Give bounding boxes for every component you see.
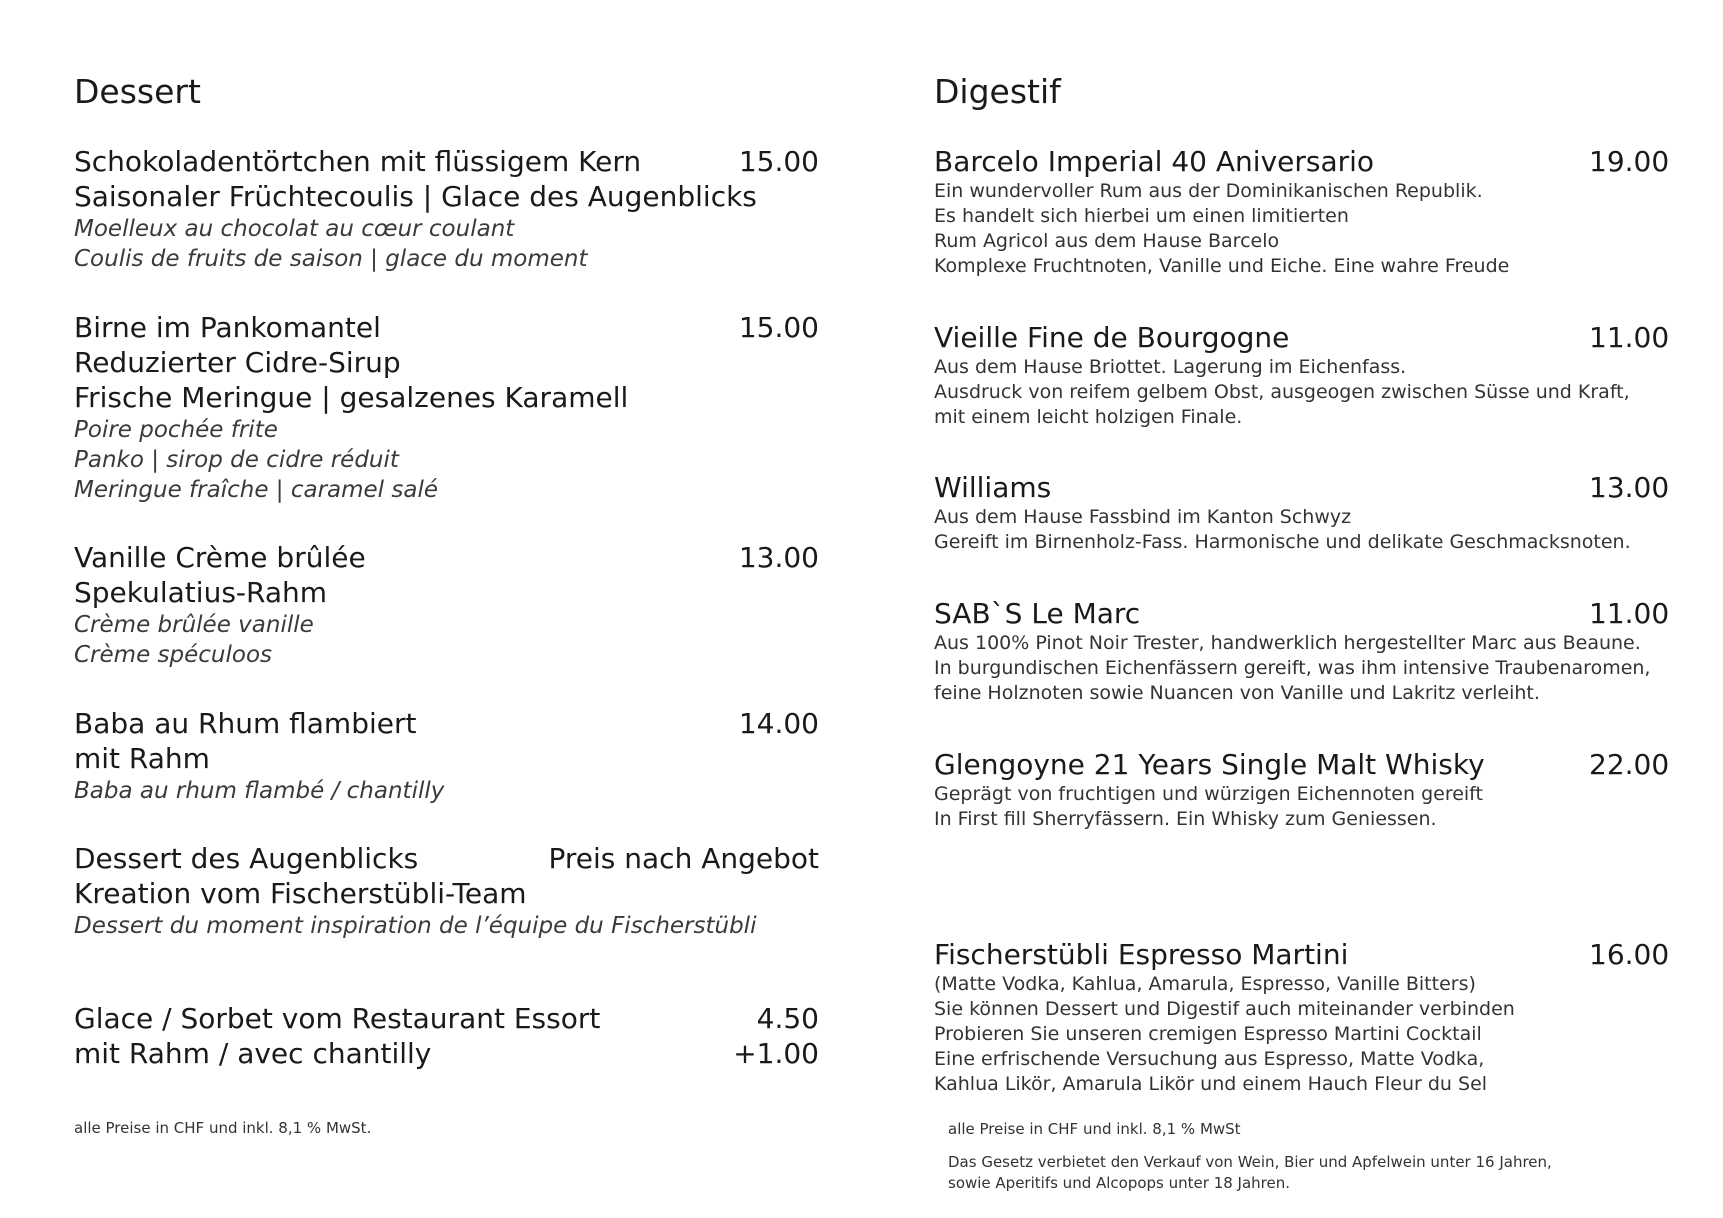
item-description-line: feine Holznoten sowie Nuancen von Vanille und Lakritz verleiht. (934, 682, 1540, 704)
item-french-line: Poire pochée frite (74, 417, 278, 443)
item-description-line: Komplexe Fruchtnoten, Vanille und Eiche. Eine wahre Freude (934, 255, 1510, 277)
legal-notice-line: sowie Aperitifs und Alcopops unter 18 Jahren. (948, 1174, 1291, 1192)
item-name-line: Spekulatius-Rahm (74, 576, 328, 609)
item-description-line: Gereift im Birnenholz-Fass. Harmonische und delikate Geschmacksnoten. (934, 531, 1631, 553)
dessert-footnote: alle Preise in CHF und inkl. 8,1 % MwSt. (74, 1119, 372, 1137)
item-name: Vieille Fine de Bourgogne (934, 321, 1290, 354)
item-name: SAB`S Le Marc (934, 597, 1141, 630)
dessert-heading: Dessert (74, 72, 201, 111)
digestif-item-espresso-martini (934, 937, 1714, 1097)
item-description-line: Rum Agricol aus dem Hause Barcelo (934, 230, 1280, 252)
dessert-item-birne (74, 310, 819, 505)
item-french-line: Moelleux au chocolat au cœur coulant (74, 216, 515, 242)
item-name: Fischerstübli Espresso Martini (934, 938, 1349, 971)
item-description-line: Eine erfrischende Versuchung aus Espresso, Matte Vodka, (934, 1048, 1485, 1070)
item-name-line: Vanille Crème brûlée (74, 541, 366, 574)
digestif-heading: Digestif (934, 72, 1061, 111)
item-name-line: Saisonaler Früchtecoulis | Glace des Augenblicks (74, 180, 757, 213)
item-french-line: Meringue fraîche | caramel salé (74, 477, 439, 503)
digestif-item-williams (934, 470, 1714, 555)
item-french-line: Crème spéculoos (74, 642, 273, 668)
item-name: Barcelo Imperial 40 Aniversario (934, 145, 1375, 178)
dessert-item-schokoladentoertchen (74, 144, 819, 274)
digestif-footnote: alle Preise in CHF und inkl. 8,1 % MwSt (948, 1120, 1241, 1138)
item-name-line: Dessert des Augenblicks (74, 842, 419, 875)
item-description-line: Ausdruck von reifem gelbem Obst, ausgeogen zwischen Süsse und Kraft, (934, 381, 1630, 403)
item-description-line: Probieren Sie unseren cremigen Espresso Martini Cocktail (934, 1023, 1482, 1045)
item-price: 4.50 (756, 1002, 819, 1035)
item-name-line: Kreation vom Fischerstübli-Team (74, 877, 527, 910)
item-name-line: mit Rahm (74, 742, 210, 775)
dessert-item-glace-sorbet (74, 1001, 819, 1071)
dessert-item-creme-brulee (74, 540, 819, 670)
item-name-line: Reduzierter Cidre-Sirup (74, 346, 401, 379)
item-description-line: In First fill Sherryfässern. Ein Whisky zum Geniessen. (934, 808, 1437, 830)
item-price: 14.00 (738, 707, 819, 740)
dessert-item-dessert-des-augenblicks (74, 841, 819, 941)
item-description-line: Es handelt sich hierbei um einen limitierten (934, 205, 1349, 227)
item-price: 15.00 (738, 311, 819, 344)
item-name-line: Birne im Pankomantel (74, 311, 381, 344)
digestif-item-sabs-le-marc (934, 596, 1714, 706)
item-description-line: Aus dem Hause Briottet. Lagerung im Eichenfass. (934, 356, 1407, 378)
item-price: 13.00 (738, 541, 819, 574)
item-price: 11.00 (1589, 597, 1670, 630)
item-description-line: Kahlua Likör, Amarula Likör und einem Hauch Fleur du Sel (934, 1073, 1488, 1095)
item-price: 11.00 (1589, 321, 1670, 354)
item-description-line: Ein wundervoller Rum aus der Dominikanischen Republik. (934, 180, 1483, 202)
item-french-line: Panko | sirop de cidre réduit (74, 447, 399, 473)
legal-notice-line: Das Gesetz verbietet den Verkauf von Wein, Bier und Apfelwein unter 16 Jahren, (948, 1153, 1552, 1171)
item-description-line: (Matte Vodka, Kahlua, Amarula, Espresso, Vanille Bitters) (934, 973, 1476, 995)
item-description-line: Geprägt von fruchtigen und würzigen Eichennoten gereift (934, 783, 1483, 805)
item-description-line: Aus 100% Pinot Noir Trester, handwerklich hergestellter Marc aus Beaune. (934, 632, 1641, 654)
digestif-item-vieille-fine (934, 320, 1714, 430)
item-french-line: Coulis de fruits de saison | glace du moment (74, 246, 588, 272)
item-price: 19.00 (1589, 145, 1670, 178)
digestif-item-barcelo (934, 144, 1670, 279)
item-name-line: Frische Meringue | gesalzenes Karamell (74, 381, 629, 414)
item-price: 15.00 (738, 145, 819, 178)
item-price: Preis nach Angebot (548, 842, 819, 875)
item-name-line: Baba au Rhum flambiert (74, 707, 417, 740)
dessert-item-baba-au-rhum (74, 706, 819, 806)
digestif-item-glengoyne (934, 747, 1714, 832)
item-description-line: In burgundischen Eichenfässern gereift, was ihm intensive Traubenaromen, (934, 657, 1651, 679)
item-french-line: Crème brûlée vanille (74, 612, 314, 638)
item-description-line: Aus dem Hause Fassbind im Kanton Schwyz (934, 506, 1352, 528)
item-name-line: mit Rahm / avec chantilly (74, 1037, 432, 1070)
item-price-surcharge: +1.00 (733, 1037, 819, 1070)
item-price: 22.00 (1589, 748, 1670, 781)
item-name: Glengoyne 21 Years Single Malt Whisky (934, 748, 1485, 781)
item-description-line: mit einem leicht holzigen Finale. (934, 406, 1243, 428)
item-french-line: Dessert du moment inspiration de l’équipe du Fischerstübli (74, 913, 757, 939)
item-price: 16.00 (1589, 938, 1670, 971)
item-description-line: Sie können Dessert und Digestif auch miteinander verbinden (934, 998, 1515, 1020)
item-name-line: Schokoladentörtchen mit flüssigem Kern (74, 145, 642, 178)
item-price: 13.00 (1589, 471, 1670, 504)
item-french-line: Baba au rhum flambé / chantilly (74, 778, 445, 804)
item-name: Williams (934, 471, 1052, 504)
item-name-line: Glace / Sorbet vom Restaurant Essort (74, 1002, 601, 1035)
